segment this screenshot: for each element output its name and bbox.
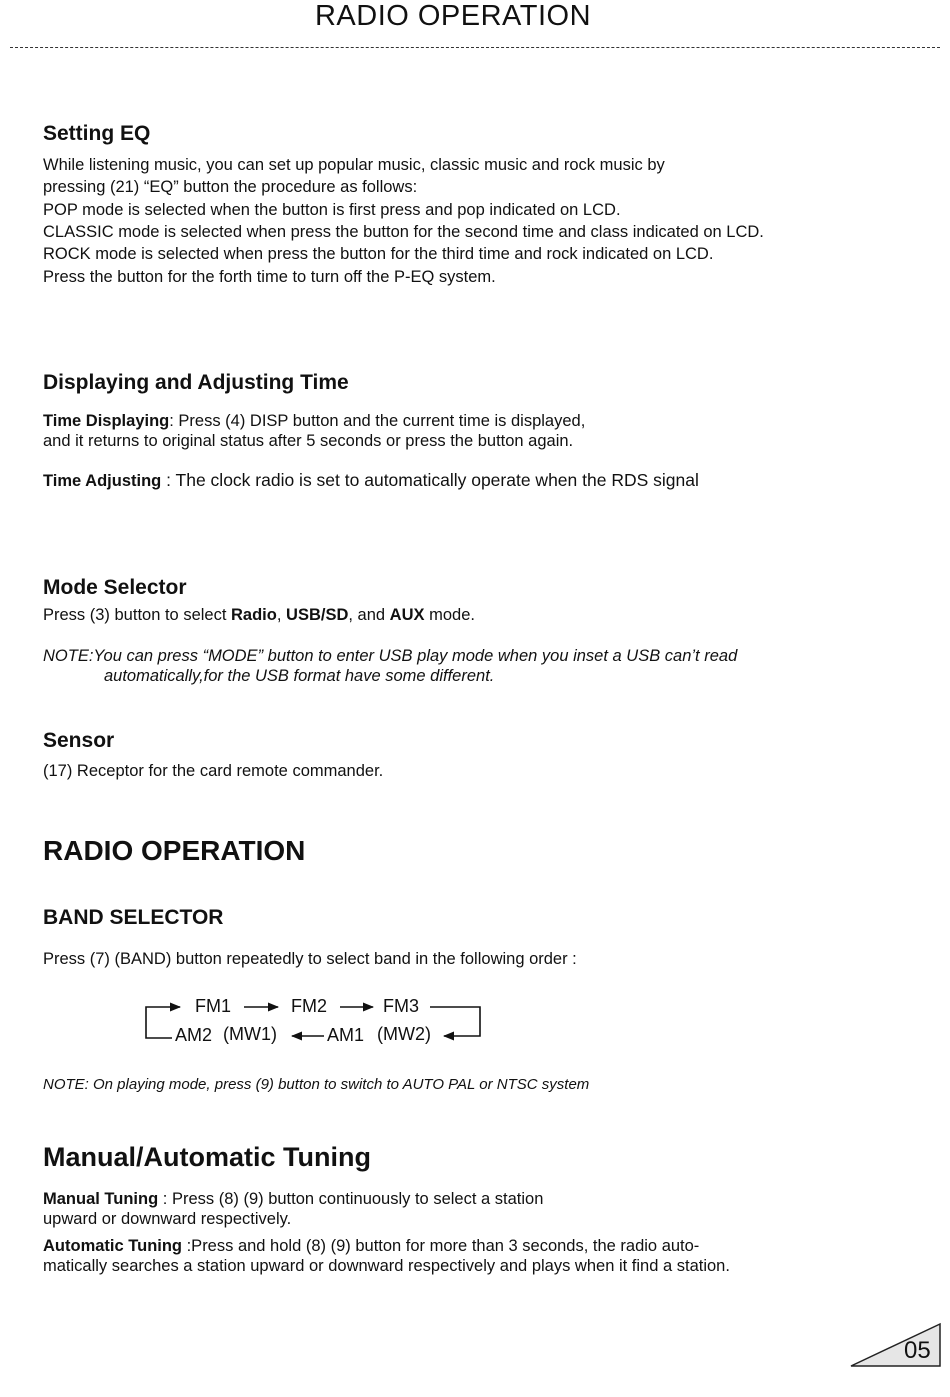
mode-text-2: mode. (424, 606, 475, 624)
mode-option-radio: Radio (231, 606, 277, 624)
manual-tuning-line-1 (43, 1190, 543, 1209)
auto-tuning-line-1 (43, 1237, 699, 1256)
mode-option-aux: AUX (389, 606, 425, 624)
tuning-heading: Manual/Automatic Tuning (43, 1142, 371, 1172)
radio-operation-heading: RADIO OPERATION (43, 835, 306, 866)
auto-tuning-line-2: matically searches a station upward or downward respectively and plays when it find a station. (43, 1257, 730, 1275)
eq-line-6: Press the button for the forth time to turn off the P-EQ system. (43, 268, 496, 286)
manual-tuning-label: Manual Tuning (43, 1190, 159, 1208)
eq-line-2: pressing (21) “EQ” button the procedure as follows: (43, 178, 418, 196)
mode-heading: Mode Selector (43, 576, 187, 599)
time-adjust-line (43, 470, 699, 491)
band-mw1: (MW1) (223, 1024, 277, 1044)
band-fm3: FM3 (383, 996, 419, 1016)
mode-note-line-1: NOTE:You can press “MODE” button to enter USB play mode when you inset a USB can’t read (43, 647, 738, 665)
band-mw2: (MW2) (377, 1024, 431, 1044)
time-display-line-1 (43, 412, 585, 431)
sensor-heading: Sensor (43, 729, 115, 752)
manual-tuning-line-2: upward or downward respectively. (43, 1210, 292, 1228)
band-order-diagram (140, 994, 500, 1046)
mode-sep-1: , (276, 606, 287, 624)
mode-note-line-2: automatically,for the USB format have some different. (104, 667, 495, 685)
eq-line-3: POP mode is selected when the button is first press and pop indicated on LCD. (43, 201, 621, 219)
eq-heading: Setting EQ (43, 122, 151, 145)
eq-line-5: ROCK mode is selected when press the button for the third time and rock indicated on LCD. (43, 245, 714, 263)
auto-tuning-label: Automatic Tuning (43, 1237, 183, 1255)
time-display-label: Time Displaying (43, 412, 170, 430)
radio-note: NOTE: On playing mode, press (9) button to switch to AUTO PAL or NTSC system (43, 1076, 590, 1093)
band-selector-heading: BAND SELECTOR (43, 906, 224, 929)
band-fm2: FM2 (291, 996, 327, 1016)
page-title: RADIO OPERATION (314, 0, 592, 32)
mode-sep-2: , and (348, 606, 390, 624)
time-display-line-2: and it returns to original status after 5 seconds or press the button again. (43, 432, 574, 450)
time-display-text: : Press (4) DISP button and the current time is displayed, (169, 412, 586, 430)
band-am2: AM2 (175, 1025, 213, 1045)
mode-line (43, 606, 475, 625)
time-adjust-text: : The clock radio is set to automatically operate when the RDS signal (161, 470, 699, 490)
eq-line-4: CLASSIC mode is selected when press the button for the second time and class indicated on LCD. (43, 223, 764, 241)
mode-text-1: Press (3) button to select (43, 606, 232, 624)
dashed-divider (10, 47, 940, 48)
sensor-text: (17) Receptor for the card remote commander. (43, 762, 384, 780)
time-adjust-label: Time Adjusting (43, 472, 162, 490)
band-selector-text: Press (7) (BAND) button repeatedly to select band in the following order : (43, 950, 577, 968)
mode-option-usb-sd: USB/SD (286, 606, 349, 624)
manual-tuning-text: : Press (8) (9) button continuously to select a station (158, 1190, 544, 1208)
eq-line-1: While listening music, you can set up popular music, classic music and rock music by (43, 156, 665, 174)
band-fm1: FM1 (195, 996, 231, 1016)
time-heading: Displaying and Adjusting Time (43, 371, 349, 394)
page-number: 05 (904, 1337, 931, 1364)
auto-tuning-text: :Press and hold (8) (9) button for more than 3 seconds, the radio auto- (182, 1237, 700, 1255)
band-am1: AM1 (327, 1025, 365, 1045)
